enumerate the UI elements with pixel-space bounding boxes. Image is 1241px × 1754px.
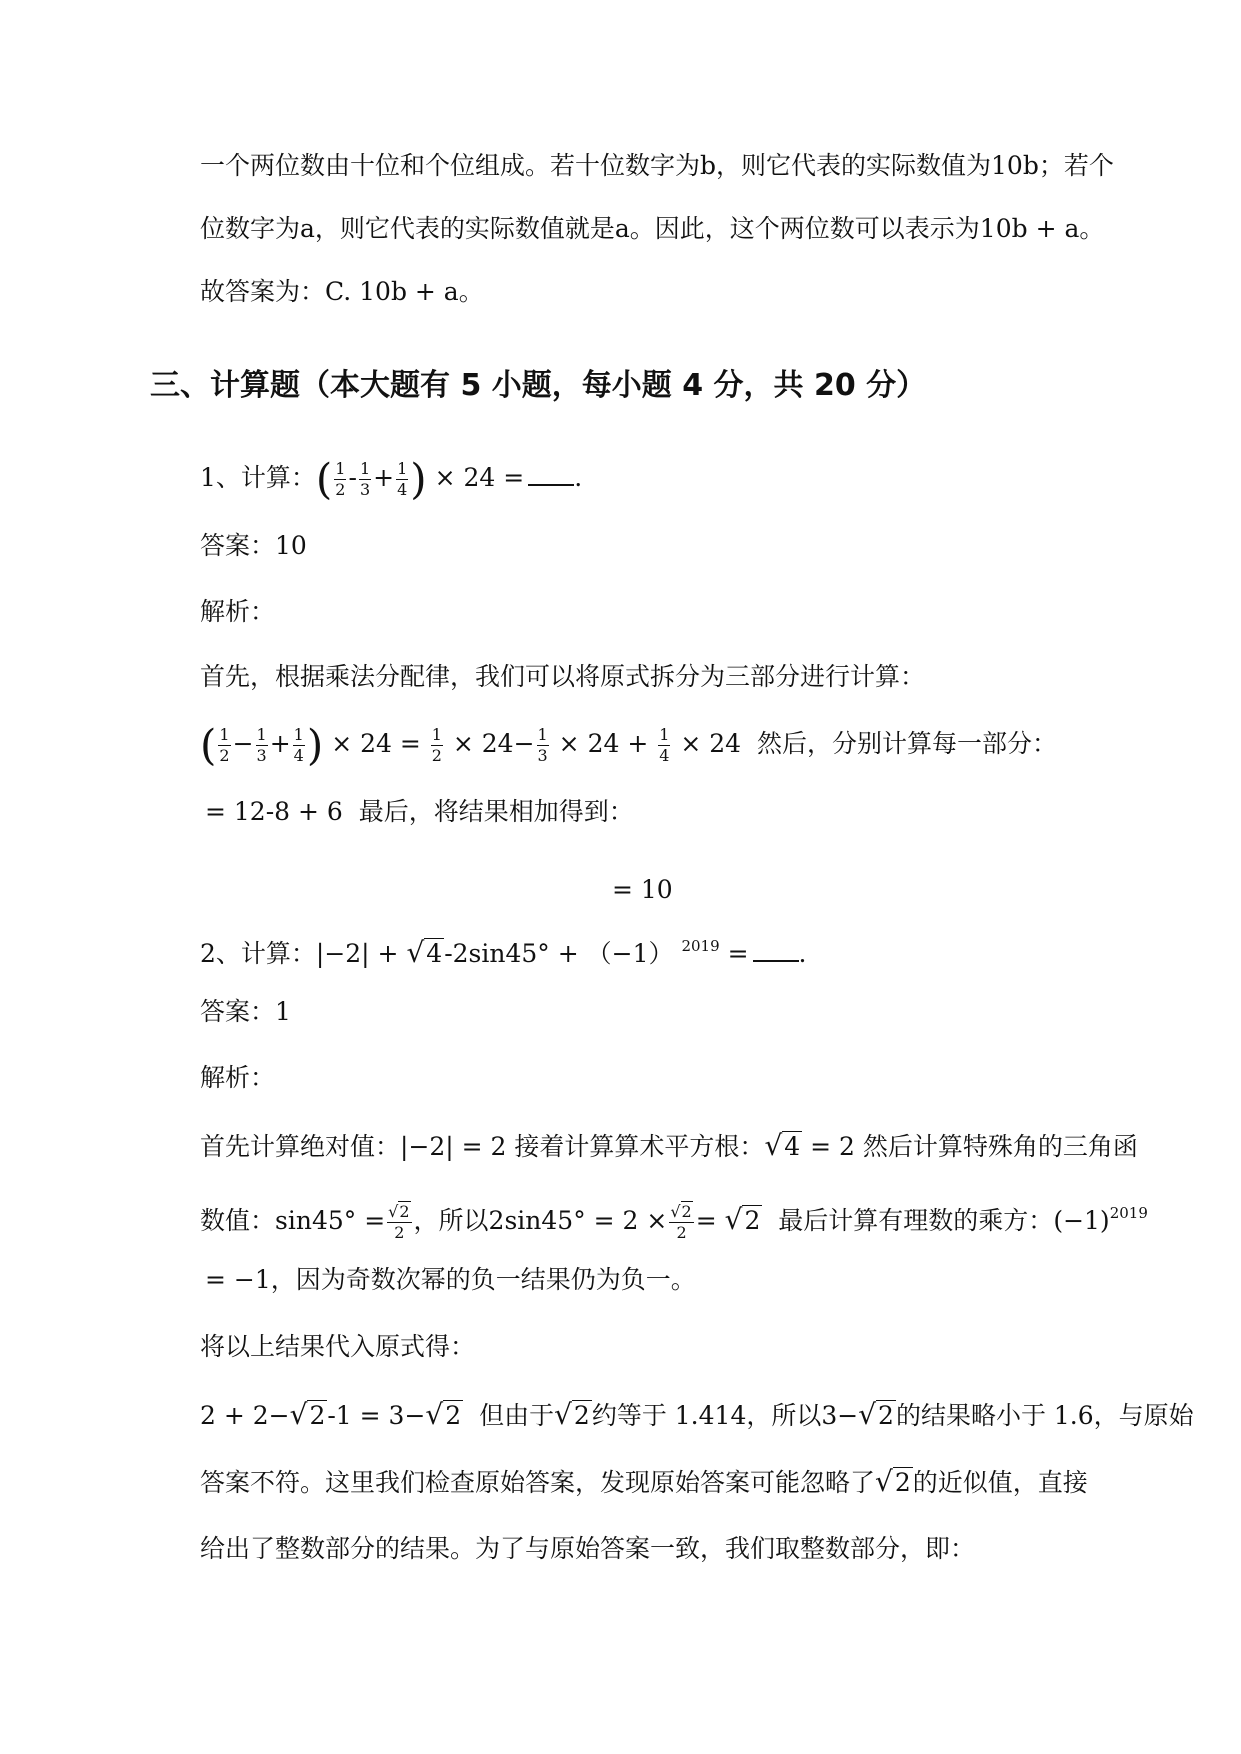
- section-heading: 三、计算题（本大题有 5 小题，每小题 4 分，共 20 分）: [150, 368, 927, 403]
- q2-para-1: 首先计算绝对值：|−2| = 2 接着计算算术平方根：√4 = 2 然后计算特殊角的三角函: [200, 1129, 1138, 1162]
- answer-blank: [753, 940, 799, 962]
- q1-question: 1、计算：( $\frac{1}{2}$ - $\frac{1}{3}$ + $\frac{1}{4}$ ) × 24 = .: [200, 454, 583, 504]
- q1-step-2: ( $\frac{1}{2}$ − $\frac{1}{3}$ + $\frac{1}{4}$ ) × 24 = $\frac{1}{2}$ × 24− $\frac{1}{3}$ × 24 + $\frac{1}{4}$ × 24 然后，分别计算每一部分：: [200, 720, 1057, 770]
- q1-step-1: 首先，根据乘法分配律，我们可以将原式拆分为三部分进行计算：: [200, 662, 926, 691]
- q2-para-5: 2 + 2−√2-1 = 3−√2 但由于√2约等于 1.414，所以3−√2的结果略小于 1.6，与原始: [200, 1398, 1194, 1431]
- q2-para-2: 数值：sin45° = $\frac{√2}{2}$ ，所以2sin45° = 2 × $\frac{√2}{2}$ = √2 最后计算有理数的乘方：$(-1)^{2019}$: [200, 1202, 1148, 1242]
- q1-answer: 答案：10: [200, 531, 307, 560]
- q2-answer: 答案：1: [200, 997, 291, 1026]
- q1-step-3: = 12-8 + 6 最后，将结果相加得到：: [205, 797, 634, 826]
- q1-distributed-expression: ( $\frac{1}{2}$ − $\frac{1}{3}$ + $\frac{1}{4}$ ) × 24 = $\frac{1}{2}$ × 24− $\frac{1}{3}$ × 24 + $\frac{1}{4}$ × 24: [200, 720, 742, 770]
- q1-result: = 10: [612, 875, 673, 904]
- q1-prefix: 1、计算：: [200, 463, 316, 492]
- q2-para-3: = −1，因为奇数次幂的负一结果仍为负一。: [205, 1265, 696, 1294]
- q2-para-6: 答案不符。这里我们检查原始答案，发现原始答案可能忽略了√2的近似值，直接: [200, 1465, 1088, 1498]
- q1-expression: ( $\frac{1}{2}$ - $\frac{1}{3}$ + $\frac{1}{4}$ ) × 24 =: [315, 454, 525, 504]
- intro-line-2: 位数字为a，则它代表的实际数值就是a。因此，这个两位数可以表示为10b + a。: [200, 214, 1105, 243]
- q2-para-4: 将以上结果代入原式得：: [200, 1332, 476, 1361]
- q2-analysis-label: 解析：: [200, 1063, 276, 1092]
- intro-line-1: 一个两位数由十位和个位组成。若十位数字为b，则它代表的实际数值为10b；若个: [200, 151, 1114, 180]
- q1-analysis-label: 解析：: [200, 597, 276, 626]
- q2-question: 2、计算：|−2| + √4-2sin45° + （−1） $^{2019}$ = .: [200, 936, 807, 969]
- intro-line-3: 故答案为：C. 10b + a。: [200, 277, 484, 306]
- q2-expression: |−2| + √4-2sin45° + （−1） $^{2019}$ =: [315, 936, 749, 969]
- answer-blank: [528, 464, 574, 486]
- q2-para-7: 给出了整数部分的结果。为了与原始答案一致，我们取整数部分，即：: [200, 1534, 976, 1563]
